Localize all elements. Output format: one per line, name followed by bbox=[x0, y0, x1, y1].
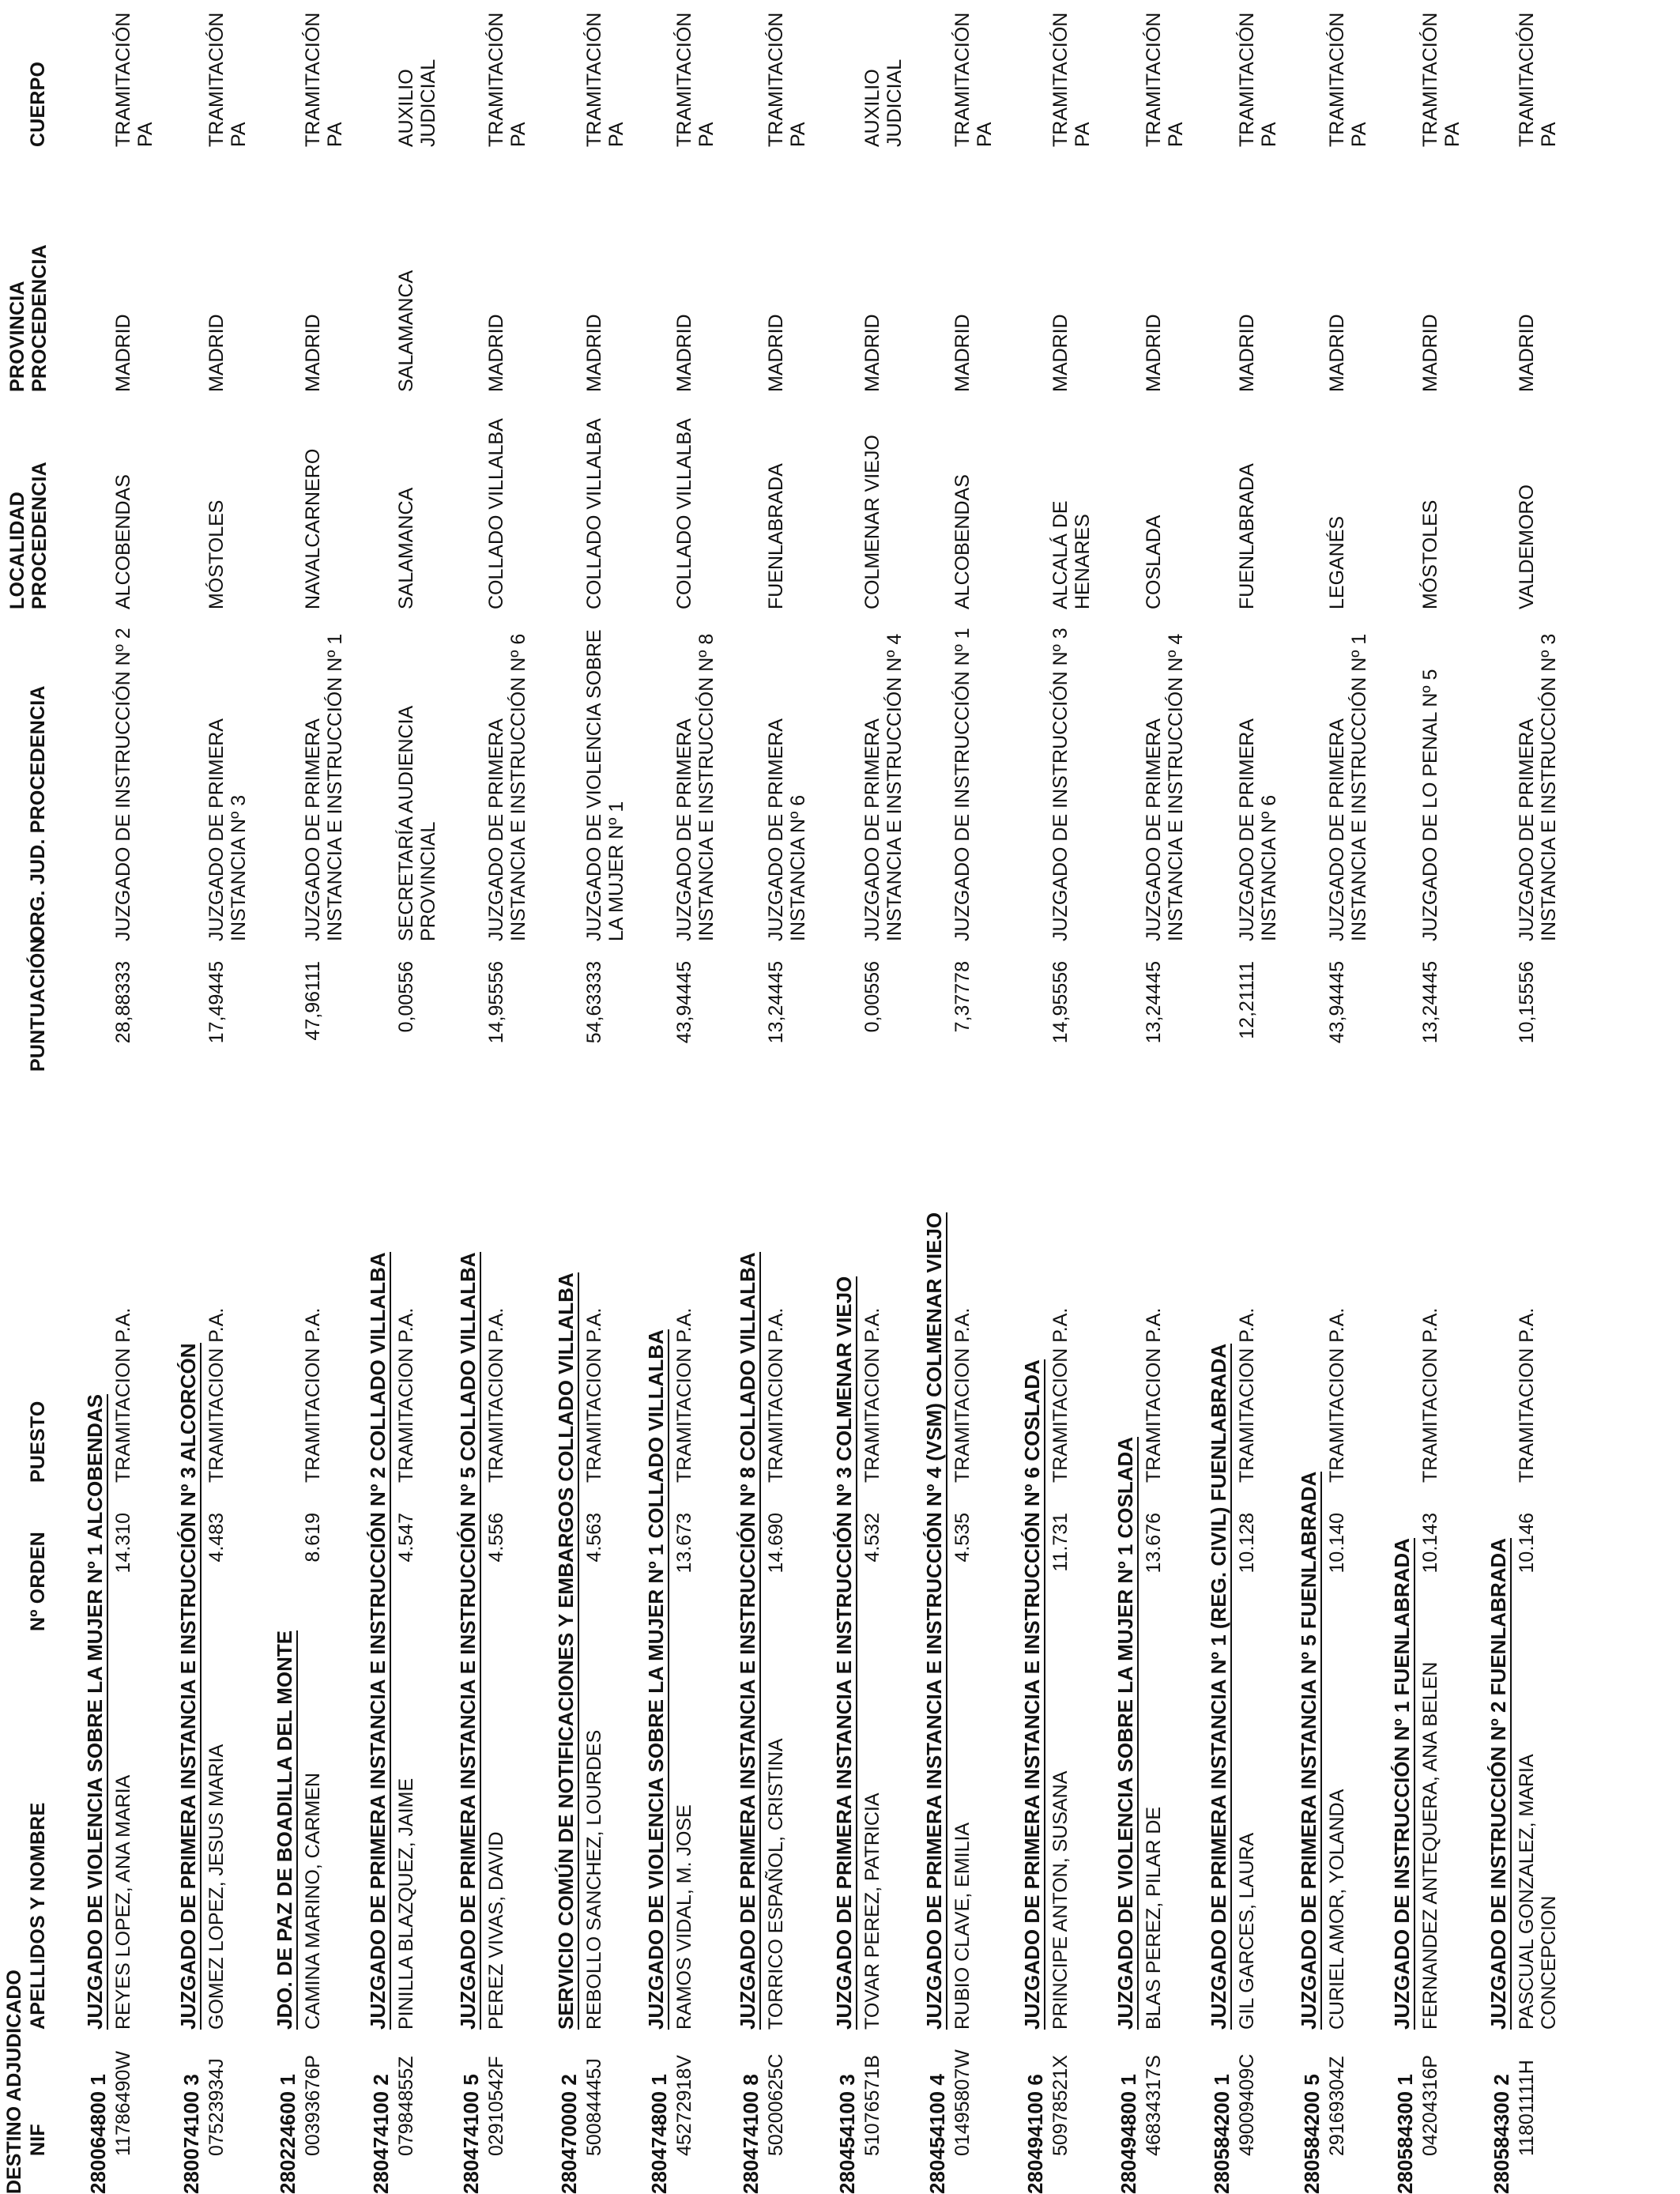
cuerpo-cell: AUXILIO JUDICIAL bbox=[395, 58, 439, 147]
destino-code: 280470000 2 bbox=[557, 2074, 581, 2194]
orden-cell: 4.556 bbox=[485, 1513, 507, 1563]
puesto-cell: TRAMITACION P.A. bbox=[1516, 1307, 1538, 1483]
nif-cell: 45272918V bbox=[673, 2055, 695, 2156]
destino-underline bbox=[1414, 1538, 1415, 2030]
nif-cell: 07523934J bbox=[205, 2058, 228, 2156]
orden-cell: 10.146 bbox=[1516, 1513, 1538, 1574]
nif-cell: 51076571B bbox=[861, 2055, 883, 2156]
localidad-cell: COLLADO VILLALBA bbox=[583, 418, 605, 609]
provincia-cell: MADRID bbox=[1419, 314, 1441, 392]
localidad-cell: VALDEMORO bbox=[1516, 484, 1538, 609]
puntuacion-cell: 13,24445 bbox=[765, 961, 787, 1044]
header-nif: NIF bbox=[27, 2124, 49, 2156]
orden-cell: 4.483 bbox=[205, 1513, 228, 1563]
destino-heading: JUZGADO DE PRIMERA INSTANCIA Nº 1 (REG. CIVIL) FUENLABRADA bbox=[1207, 1344, 1230, 2030]
localidad-cell: COLLADO VILLALBA bbox=[673, 418, 695, 609]
provincia-cell: MADRID bbox=[861, 314, 883, 392]
org-procedencia-cell: JUZGADO DE PRIMERA INSTANCIA Nº 6 bbox=[1236, 719, 1280, 941]
org-procedencia-cell: JUZGADO DE PRIMERA INSTANCIA E INSTRUCCIÓN Nº 3 bbox=[1516, 633, 1560, 941]
provincia-cell: MADRID bbox=[302, 314, 324, 392]
provincia-cell: MADRID bbox=[1236, 314, 1258, 392]
nombre-cell: GIL GARCES, LAURA bbox=[1236, 1832, 1258, 2030]
cuerpo-cell: TRAMITACIÓN PA bbox=[1516, 12, 1560, 147]
puesto-cell: TRAMITACION P.A. bbox=[1419, 1307, 1441, 1483]
nombre-cell: TOVAR PEREZ, PATRICIA bbox=[861, 1793, 883, 2030]
nombre-cell: CURIEL AMOR, YOLANDA bbox=[1326, 1789, 1348, 2030]
destino-underline bbox=[668, 1329, 669, 2030]
localidad-cell: COLMENAR VIEJO bbox=[861, 435, 883, 609]
puntuacion-cell: 43,94445 bbox=[1326, 961, 1348, 1044]
org-procedencia-cell: JUZGADO DE PRIMERA INSTANCIA Nº 3 bbox=[205, 719, 250, 941]
destino-underline bbox=[946, 1212, 947, 2030]
cuerpo-cell: TRAMITACIÓN PA bbox=[1049, 12, 1094, 147]
orden-cell: 8.619 bbox=[302, 1513, 324, 1563]
localidad-cell: NAVALCARNERO bbox=[302, 448, 324, 609]
destino-underline bbox=[390, 1252, 391, 2030]
cuerpo-cell: TRAMITACIÓN PA bbox=[205, 12, 250, 147]
nombre-cell: RUBIO CLAVE, EMILIA bbox=[951, 1822, 974, 2030]
puesto-cell: TRAMITACION P.A. bbox=[1049, 1307, 1072, 1483]
destino-heading: JUZGADO DE PRIMERA INSTANCIA E INSTRUCCIÓN Nº 2 COLLADO VILLALBA bbox=[366, 1252, 390, 2030]
puesto-cell: TRAMITACION P.A. bbox=[1143, 1307, 1165, 1483]
destino-heading: SERVICIO COMÚN DE NOTIFICACIONES Y EMBARGOS COLLADO VILLALBA bbox=[554, 1272, 578, 2030]
localidad-cell: LEGANÉS bbox=[1326, 515, 1348, 609]
nif-cell: 50978521X bbox=[1049, 2055, 1072, 2156]
destino-code: 280494800 1 bbox=[1117, 2074, 1140, 2194]
destino-heading: JUZGADO DE PRIMERA INSTANCIA E INSTRUCCIÓN Nº 3 ALCORCÓN bbox=[176, 1343, 200, 2030]
cuerpo-cell: TRAMITACIÓN PA bbox=[673, 12, 718, 147]
provincia-cell: MADRID bbox=[485, 314, 507, 392]
nombre-cell: PRINCIPE ANTON, SUSANA bbox=[1049, 1770, 1072, 2030]
destino-heading: JUZGADO DE PRIMERA INSTANCIA E INSTRUCCIÓN Nº 6 COSLADA bbox=[1020, 1359, 1044, 2030]
cuerpo-cell: TRAMITACIÓN PA bbox=[1326, 12, 1370, 147]
puntuacion-cell: 47,96111 bbox=[302, 961, 324, 1041]
nombre-cell: REBOLLO SANCHEZ, LOURDES bbox=[583, 1729, 605, 2030]
nombre-cell: RAMOS VIDAL, M. JOSE bbox=[673, 1804, 695, 2030]
provincia-cell: MADRID bbox=[951, 314, 974, 392]
puntuacion-cell: 12,21111 bbox=[1236, 961, 1258, 1039]
header-apellidos: APELLIDOS Y NOMBRE bbox=[27, 1802, 49, 2030]
cuerpo-cell: AUXILIO JUDICIAL bbox=[861, 58, 906, 147]
nif-cell: 50200625C bbox=[765, 2053, 787, 2156]
orden-cell: 13.676 bbox=[1143, 1513, 1165, 1574]
nif-cell: 01495807W bbox=[951, 2049, 974, 2156]
cuerpo-cell: TRAMITACIÓN PA bbox=[765, 12, 809, 147]
puntuacion-cell: 7,37778 bbox=[951, 961, 974, 1033]
page-label: DESTINO ADJUDICADO bbox=[3, 1970, 25, 2194]
puntuacion-cell: 43,94445 bbox=[673, 961, 695, 1044]
nombre-cell: TORRICO ESPAÑOL, CRISTINA bbox=[765, 1738, 787, 2030]
org-procedencia-cell: JUZGADO DE PRIMERA INSTANCIA E INSTRUCCIÓN Nº 1 bbox=[302, 633, 346, 941]
puntuacion-cell: 17,49445 bbox=[205, 961, 228, 1044]
destino-heading: JUZGADO DE PRIMERA INSTANCIA Nº 5 FUENLABRADA bbox=[1297, 1471, 1320, 2030]
destino-underline bbox=[200, 1343, 202, 2030]
nif-cell: 00393676P bbox=[302, 2055, 324, 2156]
localidad-cell: COLLADO VILLALBA bbox=[485, 418, 507, 609]
org-procedencia-cell: JUZGADO DE PRIMERA INSTANCIA E INSTRUCCIÓN Nº 1 bbox=[1326, 633, 1370, 941]
provincia-cell: SALAMANCA bbox=[395, 270, 417, 392]
nif-cell: 07984855Z bbox=[395, 2056, 417, 2156]
orden-cell: 4.547 bbox=[395, 1513, 417, 1563]
provincia-cell: MADRID bbox=[1143, 314, 1165, 392]
provincia-cell: MADRID bbox=[1516, 314, 1538, 392]
provincia-cell: MADRID bbox=[673, 314, 695, 392]
cuerpo-cell: TRAMITACIÓN PA bbox=[1143, 12, 1187, 147]
destino-heading: JUZGADO DE VIOLENCIA SOBRE LA MUJER Nº 1 ALCOBENDAS bbox=[83, 1393, 107, 2030]
puntuacion-cell: 10,15556 bbox=[1516, 961, 1538, 1044]
header-puntuacion: PUNTUACIÓN bbox=[27, 938, 49, 1072]
nif-cell: 02910542F bbox=[485, 2056, 507, 2156]
localidad-cell: ALCALÁ DE HENARES bbox=[1049, 500, 1094, 609]
org-procedencia-cell: JUZGADO DE PRIMERA INSTANCIA Nº 6 bbox=[765, 719, 809, 941]
nombre-cell: GOMEZ LOPEZ, JESUS MARIA bbox=[205, 1744, 228, 2030]
destino-underline bbox=[480, 1252, 481, 2030]
nombre-cell: REYES LOPEZ, ANA MARIA bbox=[112, 1774, 134, 2030]
destino-code: 280454100 4 bbox=[925, 2074, 949, 2194]
destino-heading: JUZGADO DE PRIMERA INSTANCIA E INSTRUCCIÓN Nº 4 (VSM) COLMENAR VIEJO bbox=[922, 1212, 946, 2030]
orden-cell: 10.140 bbox=[1326, 1513, 1348, 1574]
nombre-cell: BLAS PEREZ, PILAR DE bbox=[1143, 1806, 1165, 2030]
destino-underline bbox=[1230, 1344, 1232, 2030]
provincia-cell: MADRID bbox=[1326, 314, 1348, 392]
puntuacion-cell: 14,95556 bbox=[485, 961, 507, 1044]
destino-heading: JUZGADO DE VIOLENCIA SOBRE LA MUJER Nº 1 COSLADA bbox=[1113, 1436, 1137, 2030]
nif-cell: 29169304Z bbox=[1326, 2056, 1348, 2156]
destino-code: 280584200 5 bbox=[1300, 2074, 1324, 2194]
cuerpo-cell: TRAMITACIÓN PA bbox=[302, 12, 346, 147]
destino-heading: JUZGADO DE INSTRUCCIÓN Nº 1 FUENLABRADA bbox=[1390, 1538, 1414, 2030]
header-org-jud-procedencia: ORG. JUD. PROCEDENCIA bbox=[27, 685, 49, 941]
cuerpo-cell: TRAMITACIÓN PA bbox=[1236, 12, 1280, 147]
destino-code: 280474800 1 bbox=[647, 2074, 671, 2194]
destino-underline bbox=[1510, 1538, 1512, 2030]
destino-underline bbox=[578, 1272, 579, 2030]
destino-heading: JUZGADO DE PRIMERA INSTANCIA E INSTRUCCIÓN Nº 3 COLMENAR VIEJO bbox=[832, 1276, 856, 2030]
destino-code: 280074100 3 bbox=[179, 2074, 203, 2194]
nif-cell: 49009409C bbox=[1236, 2053, 1258, 2156]
destino-code: 280064800 1 bbox=[86, 2074, 110, 2194]
puesto-cell: TRAMITACION P.A. bbox=[485, 1307, 507, 1483]
provincia-cell: MADRID bbox=[205, 314, 228, 392]
org-procedencia-cell: JUZGADO DE INSTRUCCIÓN Nº 2 bbox=[112, 628, 134, 941]
destino-code: 280474100 5 bbox=[459, 2074, 483, 2194]
destino-underline bbox=[1044, 1359, 1045, 2030]
cuerpo-cell: TRAMITACIÓN PA bbox=[112, 12, 156, 147]
puntuacion-cell: 0,00556 bbox=[861, 961, 883, 1033]
header-n-orden: Nº ORDEN bbox=[27, 1531, 49, 1631]
puntuacion-cell: 28,88333 bbox=[112, 961, 134, 1044]
destino-code: 280494100 6 bbox=[1023, 2074, 1047, 2194]
cuerpo-cell: TRAMITACIÓN PA bbox=[485, 12, 529, 147]
destino-underline bbox=[1320, 1472, 1322, 2030]
puntuacion-cell: 0,00556 bbox=[395, 961, 417, 1033]
puesto-cell: TRAMITACION P.A. bbox=[673, 1307, 695, 1483]
org-procedencia-cell: JUZGADO DE INSTRUCCIÓN Nº 3 bbox=[1049, 628, 1072, 941]
puesto-cell: TRAMITACION P.A. bbox=[1236, 1307, 1258, 1483]
nif-cell: 50084445J bbox=[583, 2058, 605, 2156]
puntuacion-cell: 13,24445 bbox=[1143, 961, 1165, 1044]
puesto-cell: TRAMITACION P.A. bbox=[861, 1307, 883, 1483]
localidad-cell: FUENLABRADA bbox=[1236, 463, 1258, 609]
cuerpo-cell: TRAMITACIÓN PA bbox=[583, 12, 627, 147]
puntuacion-cell: 54,63333 bbox=[583, 961, 605, 1044]
nif-cell: 11786490W bbox=[112, 2051, 134, 2156]
org-procedencia-cell: JUZGADO DE PRIMERA INSTANCIA E INSTRUCCIÓN Nº 4 bbox=[1143, 633, 1187, 941]
puesto-cell: TRAMITACION P.A. bbox=[583, 1307, 605, 1483]
provincia-cell: MADRID bbox=[765, 314, 787, 392]
cuerpo-cell: TRAMITACIÓN PA bbox=[951, 12, 996, 147]
nombre-cell: PEREZ VIVAS, DAVID bbox=[485, 1831, 507, 2030]
orden-cell: 10.128 bbox=[1236, 1513, 1258, 1574]
destino-underline bbox=[107, 1394, 108, 2030]
provincia-cell: MADRID bbox=[112, 314, 134, 392]
nombre-cell: PINILLA BLAZQUEZ, JAIME bbox=[395, 1777, 417, 2030]
header-cuerpo: CUERPO bbox=[27, 61, 49, 147]
orden-cell: 14.310 bbox=[112, 1513, 134, 1574]
puesto-cell: TRAMITACION P.A. bbox=[395, 1307, 417, 1483]
destino-underline bbox=[856, 1276, 857, 2030]
destino-code: 280584300 2 bbox=[1490, 2074, 1513, 2194]
header-localidad-procedencia: LOCALIDAD PROCEDENCIA bbox=[6, 462, 51, 609]
puntuacion-cell: 14,95556 bbox=[1049, 961, 1072, 1044]
destino-code: 280584200 1 bbox=[1210, 2074, 1234, 2194]
destino-heading: JUZGADO DE INSTRUCCIÓN Nº 2 FUENLABRADA bbox=[1486, 1538, 1510, 2030]
orden-cell: 4.563 bbox=[583, 1513, 605, 1563]
orden-cell: 11.731 bbox=[1049, 1513, 1072, 1572]
header-provincia-procedencia: PROVINCIA PROCEDENCIA bbox=[6, 244, 51, 392]
destino-code: 280454100 3 bbox=[835, 2074, 859, 2194]
nombre-cell: FERNANDEZ ANTEQUERA, ANA BELEN bbox=[1419, 1661, 1441, 2030]
localidad-cell: FUENLABRADA bbox=[765, 463, 787, 609]
localidad-cell: MÓSTOLES bbox=[1419, 499, 1441, 609]
destino-code: 280474100 8 bbox=[739, 2074, 763, 2194]
org-procedencia-cell: JUZGADO DE LO PENAL Nº 5 bbox=[1419, 669, 1441, 941]
destino-heading: JUZGADO DE VIOLENCIA SOBRE LA MUJER Nº 1 COLLADO VILLALBA bbox=[644, 1329, 668, 2030]
puntuacion-cell: 13,24445 bbox=[1419, 961, 1441, 1044]
cuerpo-cell: TRAMITACIÓN PA bbox=[1419, 12, 1463, 147]
puesto-cell: TRAMITACION P.A. bbox=[1326, 1307, 1348, 1483]
orden-cell: 4.532 bbox=[861, 1513, 883, 1563]
org-procedencia-cell: JUZGADO DE PRIMERA INSTANCIA E INSTRUCCIÓN Nº 4 bbox=[861, 633, 906, 941]
nif-cell: 46834317S bbox=[1143, 2055, 1165, 2156]
nif-cell: 11801111H bbox=[1516, 2060, 1538, 2156]
destino-code: 280584300 1 bbox=[1393, 2074, 1417, 2194]
orden-cell: 14.690 bbox=[765, 1513, 787, 1574]
orden-cell: 4.535 bbox=[951, 1513, 974, 1563]
header-puesto: PUESTO bbox=[27, 1400, 49, 1483]
puesto-cell: TRAMITACION P.A. bbox=[302, 1307, 324, 1483]
org-procedencia-cell: JUZGADO DE INSTRUCCIÓN Nº 1 bbox=[951, 628, 974, 941]
org-procedencia-cell: JUZGADO DE PRIMERA INSTANCIA E INSTRUCCIÓN Nº 6 bbox=[485, 633, 529, 941]
org-procedencia-cell: JUZGADO DE PRIMERA INSTANCIA E INSTRUCCIÓN Nº 8 bbox=[673, 633, 718, 941]
destino-heading: JDO. DE PAZ DE BOADILLA DEL MONTE bbox=[273, 1630, 296, 2030]
orden-cell: 10.143 bbox=[1419, 1513, 1441, 1574]
localidad-cell: COSLADA bbox=[1143, 515, 1165, 609]
puesto-cell: TRAMITACION P.A. bbox=[951, 1307, 974, 1483]
puesto-cell: TRAMITACION P.A. bbox=[205, 1307, 228, 1483]
provincia-cell: MADRID bbox=[583, 314, 605, 392]
org-procedencia-cell: SECRETARÍA AUDIENCIA PROVINCIAL bbox=[395, 707, 439, 941]
puesto-cell: TRAMITACION P.A. bbox=[765, 1307, 787, 1483]
nombre-cell: PASCUAL GONZALEZ, MARIA CONCEPCION bbox=[1516, 1755, 1560, 2030]
org-procedencia-cell: JUZGADO DE VIOLENCIA SOBRE LA MUJER Nº 1 bbox=[583, 629, 627, 941]
localidad-cell: MÓSTOLES bbox=[205, 499, 228, 609]
destino-underline bbox=[1137, 1437, 1139, 2030]
nombre-cell: CAMINA MARINO, CARMEN bbox=[302, 1772, 324, 2030]
destino-underline bbox=[296, 1630, 298, 2030]
localidad-cell: SALAMANCA bbox=[395, 487, 417, 609]
destino-code: 280474100 2 bbox=[369, 2074, 393, 2194]
destino-heading: JUZGADO DE PRIMERA INSTANCIA E INSTRUCCIÓN Nº 5 COLLADO VILLALBA bbox=[456, 1252, 480, 2030]
localidad-cell: ALCOBENDAS bbox=[951, 474, 974, 609]
nif-cell: 04204316P bbox=[1419, 2055, 1441, 2156]
provincia-cell: MADRID bbox=[1049, 314, 1072, 392]
destino-code: 280224600 1 bbox=[276, 2074, 299, 2194]
destino-heading: JUZGADO DE PRIMERA INSTANCIA E INSTRUCCIÓN Nº 8 COLLADO VILLALBA bbox=[736, 1252, 759, 2030]
orden-cell: 13.673 bbox=[673, 1513, 695, 1574]
puesto-cell: TRAMITACION P.A. bbox=[112, 1307, 134, 1483]
localidad-cell: ALCOBENDAS bbox=[112, 474, 134, 609]
destino-underline bbox=[759, 1252, 761, 2030]
